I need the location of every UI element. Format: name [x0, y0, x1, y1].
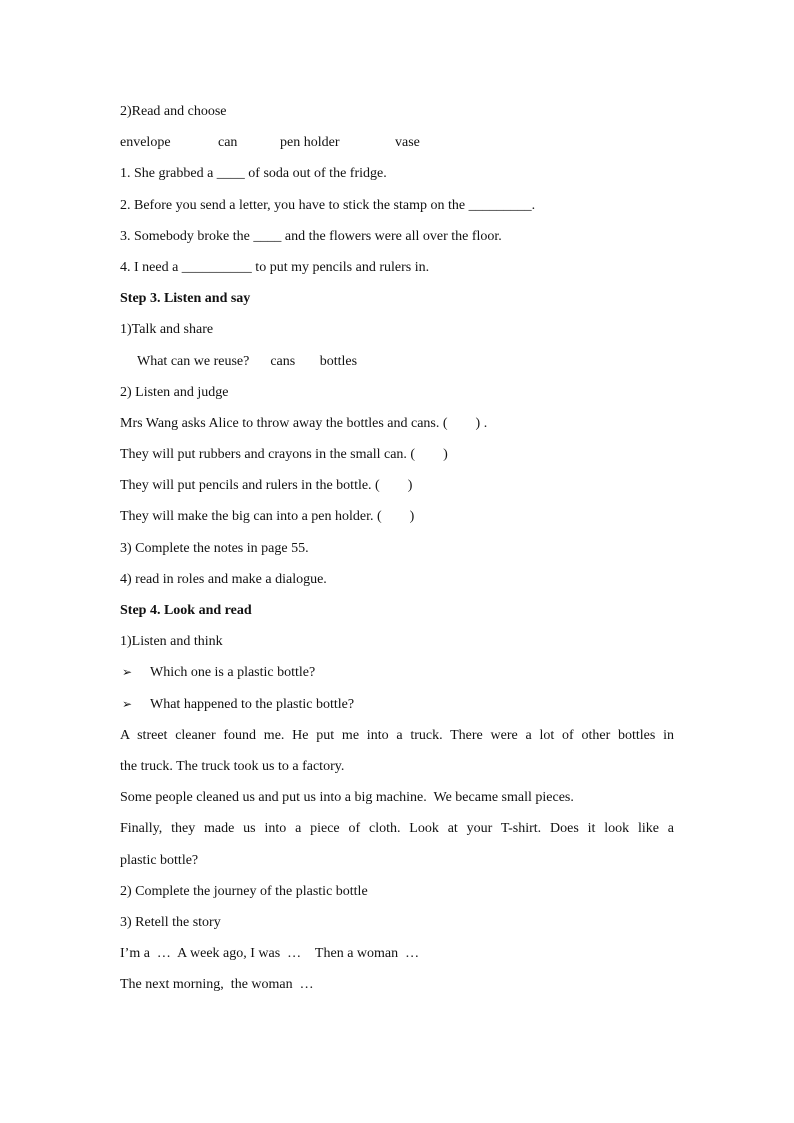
story-line: A street cleaner found me. He put me into a truck. There were a lot of other bottles in [120, 727, 674, 743]
worksheet-page [120, 96, 680, 1000]
word-bank-item: can [218, 135, 238, 151]
arrow-bullet-icon: ➢ [122, 696, 133, 711]
story-line: Some people cleaned us and put us into a big machine. We became small pieces. [120, 790, 574, 806]
judge-item: They will put pencils and rulers in the bottle. ( ) [120, 478, 413, 494]
judge-item: They will put rubbers and crayons in the small can. ( ) [120, 447, 448, 463]
judge-item: Mrs Wang asks Alice to throw away the bottles and cans. ( ) . [120, 415, 488, 431]
roles-dialogue: 4) read in roles and make a dialogue. [120, 571, 327, 587]
word-bank-item: pen holder [280, 135, 340, 151]
story-line: plastic bottle? [120, 852, 199, 868]
listen-judge-heading: 2) Listen and judge [120, 384, 229, 400]
word-bank-item: vase [395, 135, 420, 151]
exercise-sentence: 1. She grabbed a ____ of soda out of the fridge. [120, 166, 387, 182]
step4-title: Step 4. Look and read [120, 603, 252, 618]
retell-line: The next morning, the woman … [120, 977, 314, 993]
talk-share-line: What can we reuse? cans bottles [137, 353, 358, 369]
exercise-sentence: 4. I need a __________ to put my pencils and rulers in. [120, 259, 430, 275]
word-bank [120, 127, 680, 158]
retell-line: I’m a … A week ago, I was … Then a woman … [120, 946, 420, 962]
arrow-bullet-icon: ➢ [122, 665, 133, 680]
exercise-sentence: 2. Before you send a letter, you have to stick the stamp on the _________. [120, 197, 536, 213]
retell-heading: 3) Retell the story [120, 914, 221, 930]
talk-share-heading: 1)Talk and share [120, 322, 214, 338]
story-line: Finally, they made us into a piece of cloth. Look at your T-shirt. Does it look like a [120, 821, 674, 837]
question-item [120, 657, 680, 688]
exercise-sentence: 3. Somebody broke the ____ and the flowers were all over the floor. [120, 228, 502, 244]
step3-title: Step 3. Listen and say [120, 291, 251, 307]
story-line: the truck. The truck took us to a factory. [120, 758, 345, 774]
listen-think-heading: 1)Listen and think [120, 634, 223, 650]
read-choose-heading: 2)Read and choose [120, 104, 227, 119]
word-bank-item: envelope [120, 135, 171, 151]
question-text: Which one is a plastic bottle? [150, 665, 316, 681]
judge-item: They will make the big can into a pen holder. ( ) [120, 509, 415, 525]
question-text: What happened to the plastic bottle? [150, 696, 355, 712]
journey-task: 2) Complete the journey of the plastic bottle [120, 883, 368, 899]
complete-notes: 3) Complete the notes in page 55. [120, 540, 309, 556]
question-item [120, 689, 680, 720]
